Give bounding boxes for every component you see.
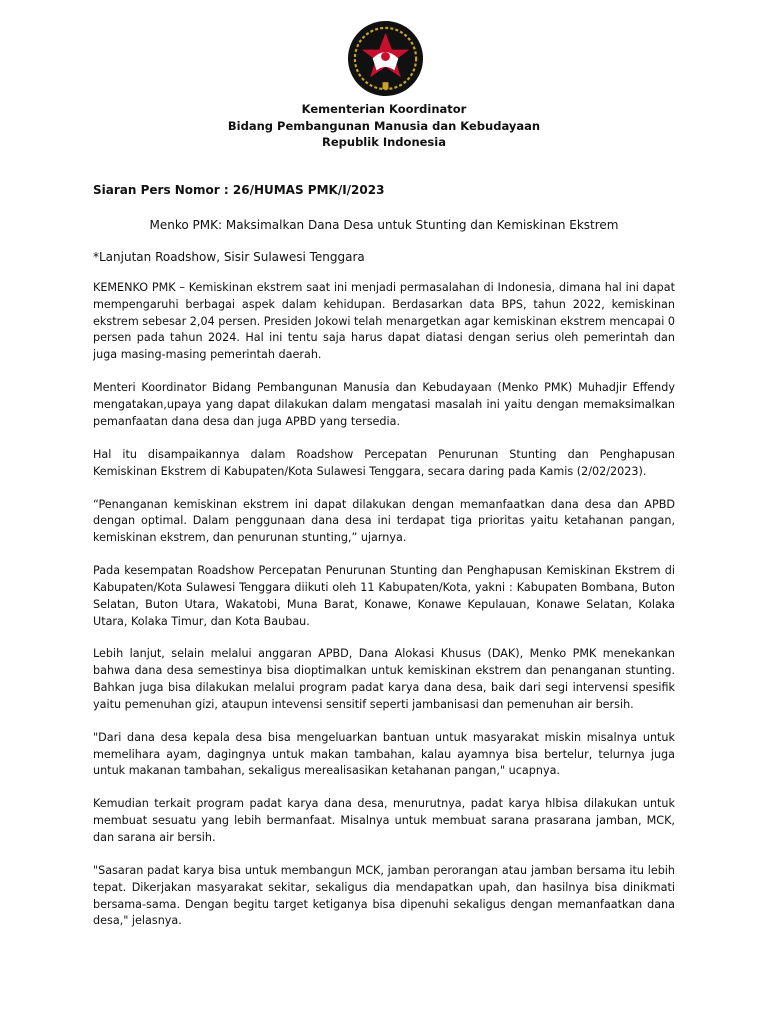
- press-release-subheadline: *Lanjutan Roadshow, Sisir Sulawesi Tenggara: [93, 250, 365, 264]
- body-paragraph: KEMENKO PMK – Kemiskinan ekstrem saat ini menjadi permasalahan di Indonesia, dimana hal ini dapat mempengaruhi berbagai aspek dalam kehidupan. Berdasarkan data BPS, tahun 2022, kemiskinan ekstrem sebesar 2,04 persen. Presiden Jokowi telah menargetkan agar kemiskinan ekstrem mencapai 0 persen pada tahun 2024. Hal ini tentu saja harus dapat diatasi dengan serius oleh pemerintah dan juga masing-masing pemerintah daerah.: [93, 281, 675, 362]
- letterhead-line-1: Kementerian Koordinator: [301, 102, 467, 116]
- press-release-body: [93, 280, 675, 946]
- press-release-number: Siaran Pers Nomor : 26/HUMAS PMK/I/2023: [93, 183, 385, 197]
- body-paragraph: "Sasaran padat karya bisa untuk membangun MCK, jamban perorangan atau jamban bersama itu lebih tepat. Dikerjakan masyarakat sekitar, sekaligus dia mendapatkan upah, dan hasilnya bisa dinikmati bersama-sama. Dengan begitu target ketiganya bisa dipenuhi sekaligus dengan memanfaatkan dana desa," jelasnya.: [93, 864, 675, 928]
- body-paragraph: "Dari dana desa kepala desa bisa mengeluarkan bantuan untuk masyarakat miskin misalnya untuk memelihara ayam, dagingnya untuk makan tambahan, kalau ayamnya bisa bertelur, telurnya juga untuk makanan tambahan, sekaligus merealisasikan ketahanan pangan," ucapnya.: [93, 730, 675, 778]
- ministry-emblem-logo: [346, 19, 425, 98]
- press-release-headline: Menko PMK: Maksimalkan Dana Desa untuk Stunting dan Kemiskinan Ekstrem: [149, 218, 619, 232]
- body-paragraph: Pada kesempatan Roadshow Percepatan Penurunan Stunting dan Penghapusan Kemiskinan Ekstrem di Kabupaten/Kota Sulawesi Tenggara diikuti oleh 11 Kabupaten/Kota, yakni : Kabupaten Bombana, Buton Selatan, Buton Utara, Wakatobi, Muna Barat, Konawe, Konawe Kepulauan, Konawe Selatan, Kolaka Utara, Kolaka Timur, dan Kota Baubau.: [93, 564, 675, 628]
- letterhead: [0, 101, 768, 151]
- emblem-center-dot: [381, 52, 390, 61]
- body-paragraph: Lebih lanjut, selain melalui anggaran APBD, Dana Alokasi Khusus (DAK), Menko PMK menekankan bahwa dana desa semestinya bisa dioptimalkan untuk kemiskinan ekstrem dan penanganan stunting. Bahkan juga bisa dilakukan melalui program padat karya dana desa, baik dari segi intervensi spesifik yaitu pemenuhan gizi, ataupun intevensi sensitif seperti jambanisasi dan pemenuhan air bersih.: [93, 647, 675, 711]
- emblem-base-ribbon: [383, 82, 389, 89]
- letterhead-line-2: Bidang Pembangunan Manusia dan Kebudayaan: [227, 118, 541, 133]
- body-paragraph: “Penanganan kemiskinan ekstrem ini dapat dilakukan dengan memanfaatkan dana desa dan APBD dengan optimal. Dalam penggunaan dana desa ini terdapat tiga prioritas yaitu ketahanan pangan, kemiskinan ekstrem, dan penurunan stunting,” ujarnya.: [93, 497, 675, 545]
- body-paragraph: Hal itu disampaikannya dalam Roadshow Percepatan Penurunan Stunting dan Penghapusan Kemiskinan Ekstrem di Kabupaten/Kota Sulawesi Tenggara, secara daring pada Kamis (2/02/2023).: [93, 447, 675, 478]
- letterhead-line-3: Republik Indonesia: [322, 135, 446, 149]
- body-paragraph: Menteri Koordinator Bidang Pembangunan Manusia dan Kebudayaan (Menko PMK) Muhadjir Effendy mengatakan,upaya yang dapat dilakukan dalam mengatasi masalah ini yaitu dengan memaksimalkan pemanfaatan dana desa dan juga APBD yang tersedia.: [93, 381, 675, 428]
- body-paragraph: Kemudian terkait program padat karya dana desa, menurutnya, padat karya hlbisa dilakukan untuk membuat sesuatu yang lebih bermanfaat. Misalnya untuk membuat sarana prasarana jamban, MCK, dan sarana air bersih.: [93, 797, 675, 845]
